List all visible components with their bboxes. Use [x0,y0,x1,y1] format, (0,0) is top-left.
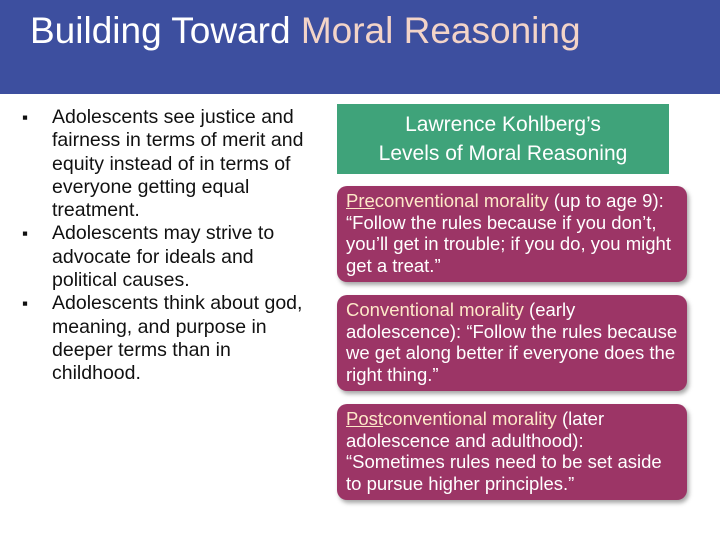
bullet-marker-icon: ▪ [22,108,29,127]
level-term-rest: conventional morality [374,190,549,211]
level-term [346,190,549,211]
level-term-prefix: Post [346,408,384,429]
title-text: Building Toward [30,10,301,51]
level-description: (up to age 9): “Follow the rules because if you don’t, you’ll get in trouble; if you do, you might get a treat.” [346,190,671,276]
title-bar [0,0,720,94]
level-box-postconventional [337,404,687,500]
bullet-marker-icon: ▪ [22,224,29,244]
level-description: (later adolescence and adulthood): “Sometimes rules need to be set aside to pursue higher principles.” [346,408,662,494]
bullet-text: Adolescents may strive to advocate for ideals and political causes. [52,222,275,292]
bullet-text: Adolescents think about god, meaning, and purpose in deeper terms than in childhood. [52,292,303,385]
title-accent-text: Moral Reasoning [300,10,581,51]
bullet-list [22,106,312,386]
bullet-item [22,292,312,385]
level-term-rest: conventional morality [383,408,557,429]
level-term [346,299,524,320]
level-term [346,408,557,429]
slide-title [30,10,581,52]
bullet-item [22,106,312,222]
level-term-rest: Conventional morality [346,299,524,320]
bullet-text: Adolescents see justice and fairness in terms of merit and equity instead of in terms of everyone getting equal treatment. [52,106,304,222]
level-description: (early adolescence): “Follow the rules because we get along better if everyone does the right thing.” [346,299,678,385]
bullet-marker-icon: ▪ [22,294,29,314]
kohlberg-header-line1: Lawrence Kohlberg’s [405,113,601,136]
level-box-conventional [337,295,687,391]
bullet-item [22,222,312,292]
level-box-preconventional [337,186,687,282]
kohlberg-header [337,104,669,174]
kohlberg-header-line2: Levels of Moral Reasoning [378,142,628,165]
level-term-prefix: Pre [346,190,375,211]
